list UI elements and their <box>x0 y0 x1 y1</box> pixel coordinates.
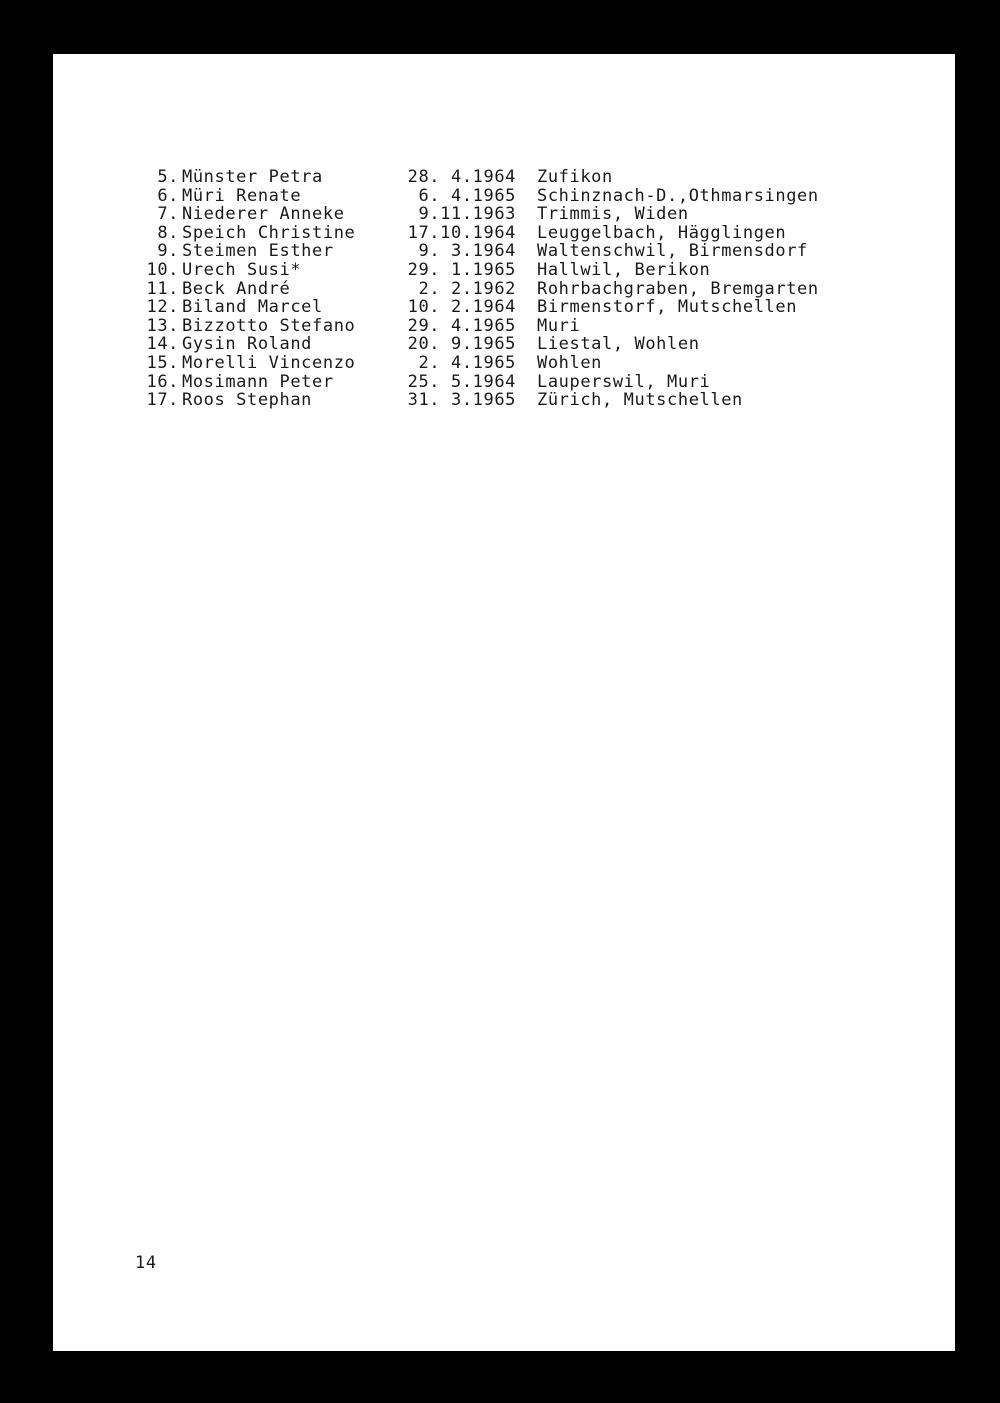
entry-name: Speich Christine <box>182 222 356 243</box>
entry-name: Urech Susi* <box>182 259 302 280</box>
list-item <box>133 185 819 206</box>
entry-number: 6. <box>157 185 179 206</box>
entry-name: Müri Renate <box>182 185 302 206</box>
entry-name: Bizzotto Stefano <box>182 315 356 336</box>
list-item <box>133 334 700 355</box>
entry-name: Gysin Roland <box>182 334 313 355</box>
entry-number: 16. <box>146 371 179 392</box>
entry-place: Birmenstorf, Mutschellen <box>537 297 798 318</box>
entry-birthdate: 29. 1.1965 <box>407 259 516 280</box>
list-item <box>133 390 743 411</box>
list-item <box>133 204 689 225</box>
entry-name: Biland Marcel <box>182 297 323 318</box>
entry-number: 15. <box>146 352 179 373</box>
entry-name: Morelli Vincenzo <box>182 352 356 373</box>
list-item <box>133 315 581 336</box>
entry-name: Steimen Esther <box>182 241 334 262</box>
document-page <box>53 54 955 1351</box>
entry-place: Leuggelbach, Hägglingen <box>537 222 787 243</box>
entry-number: 7. <box>157 204 179 225</box>
entry-number: 9. <box>157 241 179 262</box>
list-item <box>133 222 787 243</box>
entry-place: Trimmis, Widen <box>537 204 689 225</box>
entry-place: Lauperswil, Muri <box>537 371 711 392</box>
entry-birthdate: 29. 4.1965 <box>407 315 516 336</box>
list-item <box>133 241 808 262</box>
entry-place: Zufikon <box>537 167 613 187</box>
entry-birthdate: 28. 4.1964 <box>407 167 516 187</box>
entry-name: Münster Petra <box>182 167 323 187</box>
entry-number: 17. <box>146 390 179 411</box>
entry-birthdate: 25. 5.1964 <box>407 371 516 392</box>
entry-number: 13. <box>146 315 179 336</box>
entry-place: Liestal, Wohlen <box>537 334 700 355</box>
entry-number: 5. <box>157 167 179 187</box>
entry-number: 12. <box>146 297 179 318</box>
entry-birthdate: 6. 4.1965 <box>418 185 516 206</box>
entry-place: Rohrbachgraben, Bremgarten <box>537 278 819 299</box>
entry-name: Beck André <box>182 278 291 299</box>
list-item <box>133 167 613 187</box>
entry-number: 8. <box>157 222 179 243</box>
entry-number: 11. <box>146 278 179 299</box>
entry-number: 10. <box>146 259 179 280</box>
entry-birthdate: 2. 2.1962 <box>418 278 516 299</box>
entry-place: Schinznach-D.,Othmarsingen <box>537 185 819 206</box>
entry-place: Muri <box>537 315 581 336</box>
entry-place: Hallwil, Berikon <box>537 259 711 280</box>
list-item <box>133 278 819 299</box>
entry-birthdate: 17.10.1964 <box>407 222 516 243</box>
entry-name: Roos Stephan <box>182 390 313 411</box>
list-item <box>133 259 711 280</box>
entry-place: Wohlen <box>537 352 603 373</box>
roster-list <box>133 167 819 411</box>
entry-place: Zürich, Mutschellen <box>537 390 743 411</box>
entry-name: Niederer Anneke <box>182 204 345 225</box>
list-item <box>133 297 798 318</box>
entry-birthdate: 10. 2.1964 <box>407 297 516 318</box>
list-item <box>133 352 603 373</box>
entry-birthdate: 20. 9.1965 <box>407 334 516 355</box>
list-item <box>133 371 711 392</box>
entry-birthdate: 9.11.1963 <box>418 204 516 225</box>
entry-name: Mosimann Peter <box>182 371 334 392</box>
page-number: 14 <box>135 1253 157 1273</box>
entry-place: Waltenschwil, Birmensdorf <box>537 241 808 262</box>
entry-birthdate: 9. 3.1964 <box>418 241 516 262</box>
entry-number: 14. <box>146 334 179 355</box>
entry-birthdate: 2. 4.1965 <box>418 352 516 373</box>
entry-birthdate: 31. 3.1965 <box>407 390 516 411</box>
